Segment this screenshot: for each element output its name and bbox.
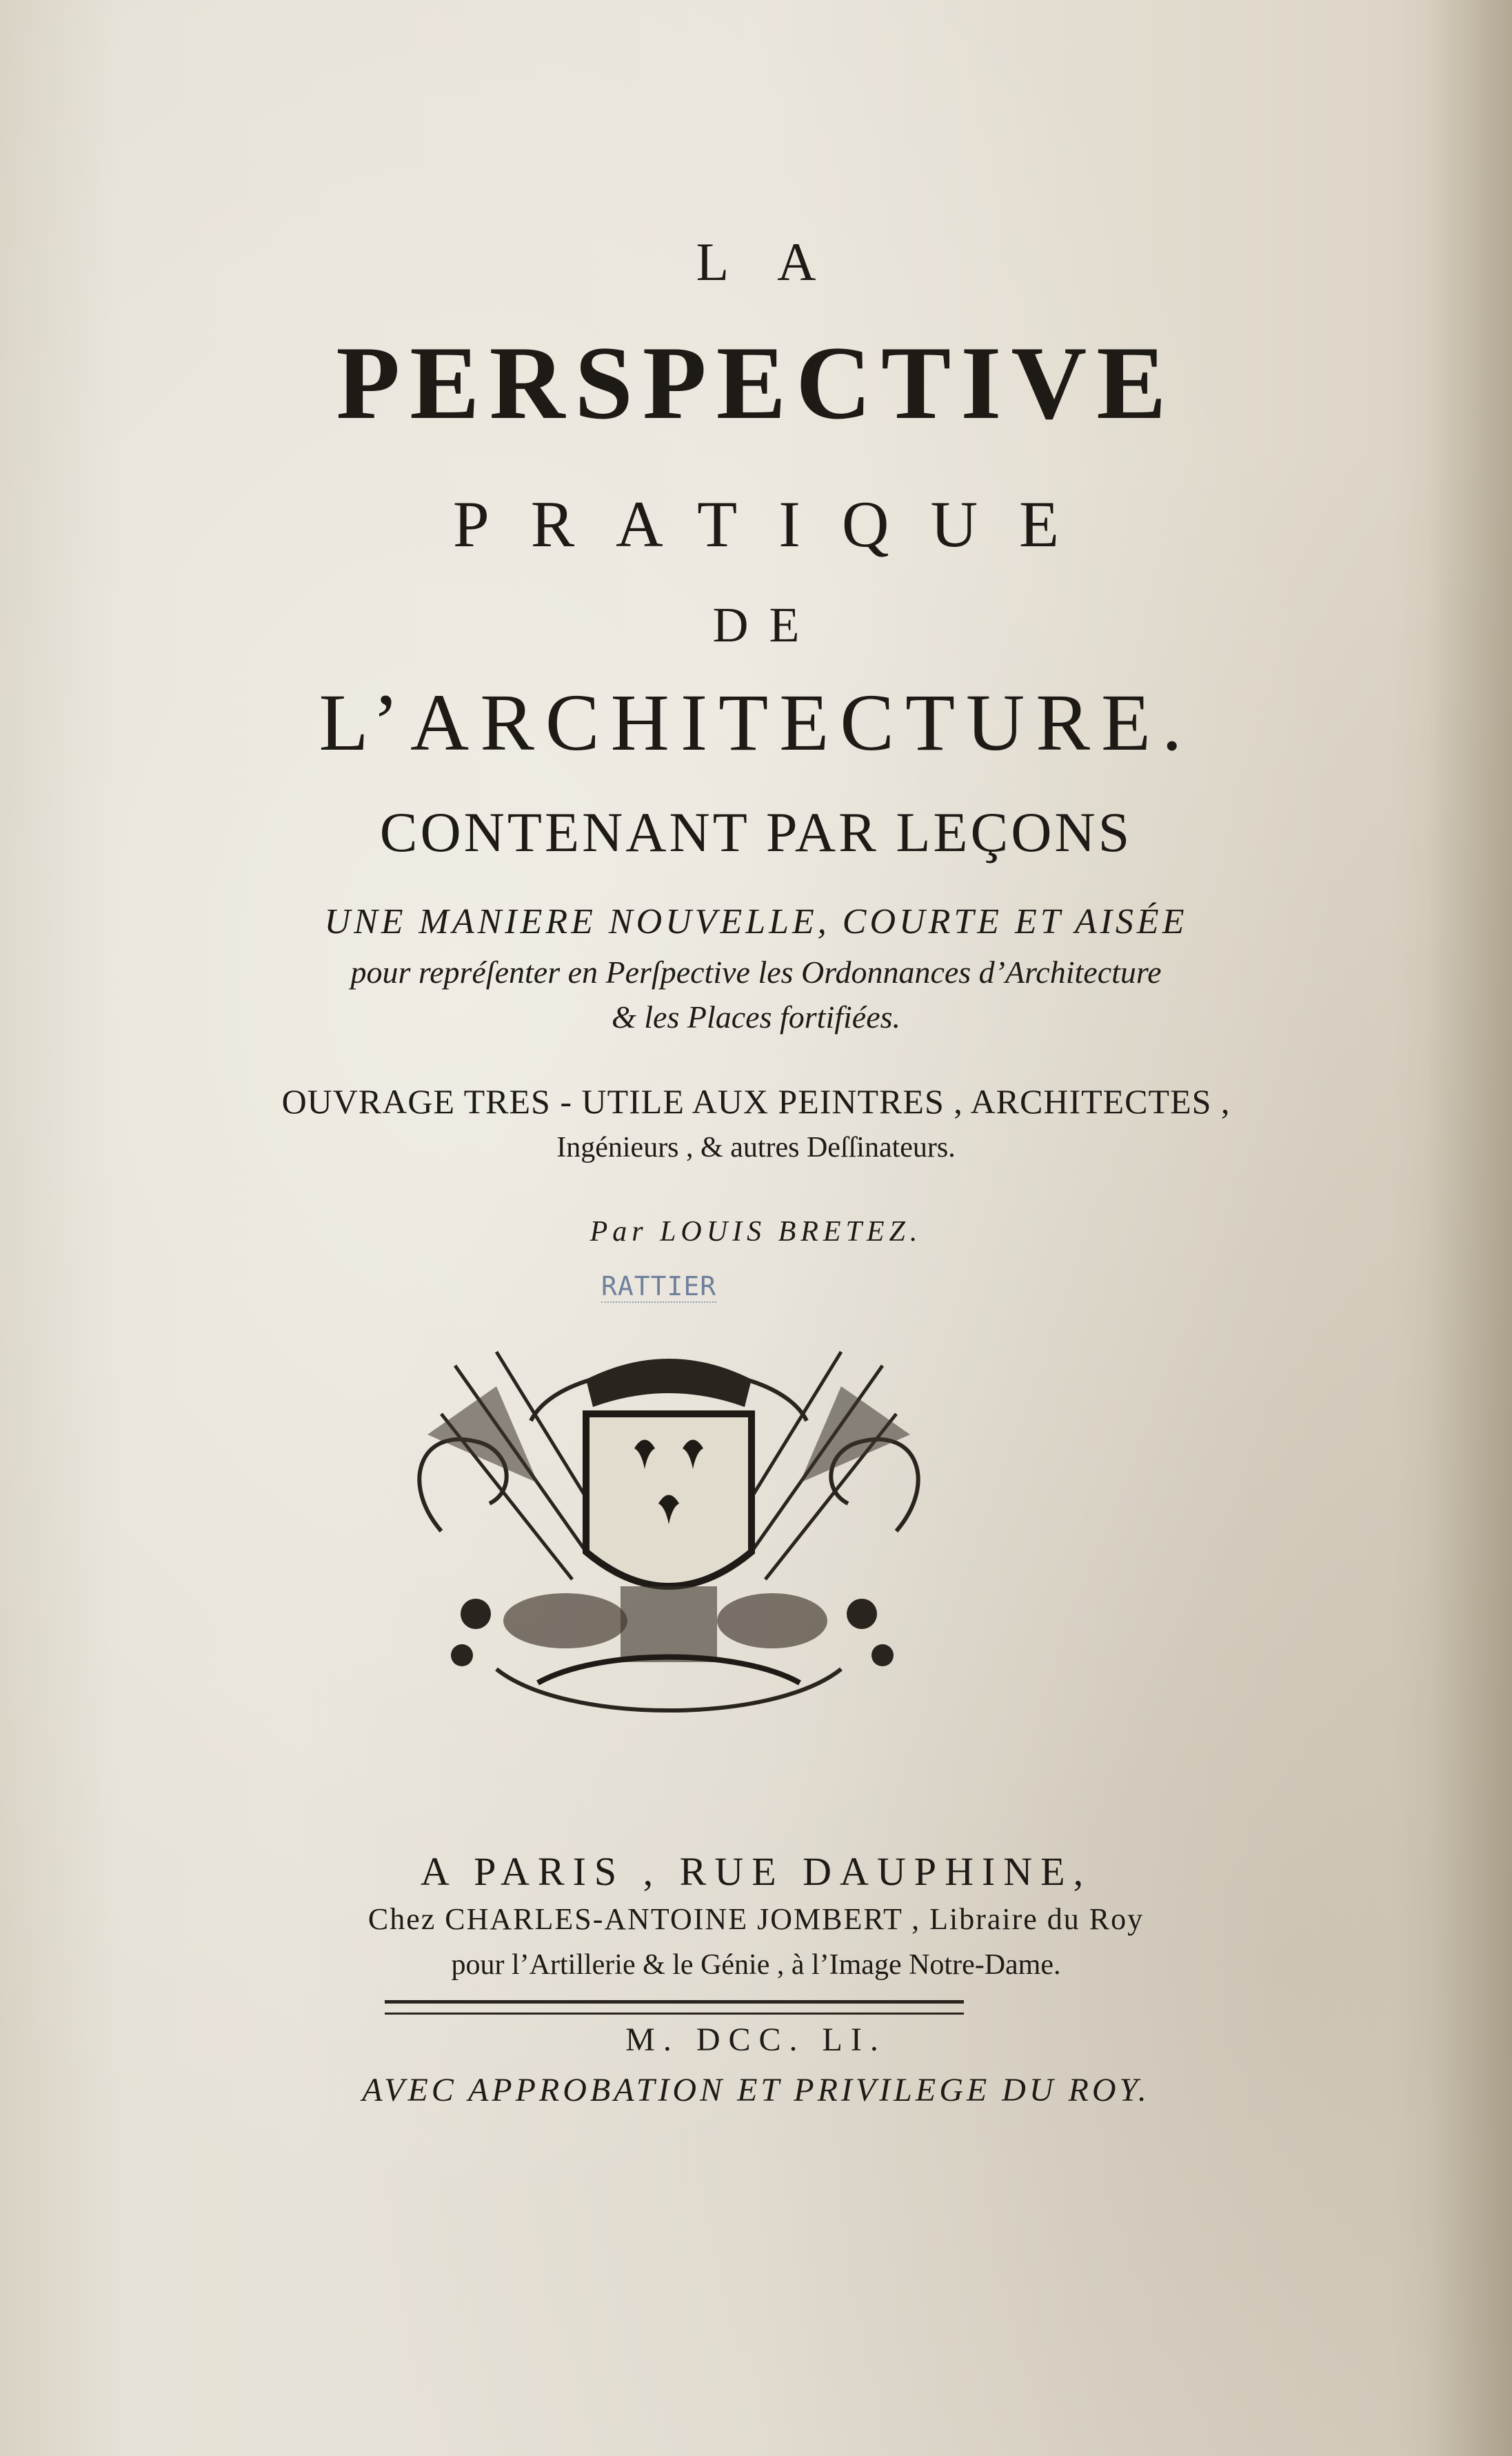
audience-ouvrage: OUVRAGE TRES - UTILE AUX PEINTRES , ARCHITECTES , (281, 1082, 1231, 1121)
imprint-artillerie: pour l’Artillerie & le Génie , à l’Image Notre-Dame. (451, 1949, 1061, 1981)
subtitle-contenant: CONTENANT PAR LEÇONS (379, 801, 1133, 863)
drum (503, 1593, 627, 1648)
subtitle-une-maniere: UNE MANIERE NOUVELLE, COURTE ET AISÉE (324, 902, 1188, 941)
imprint-date: M. DCC. LI. (625, 2021, 887, 2058)
subtitle-pour-representer: pour repréſenter en Perſpective les Ordonnances d’Architecture (350, 955, 1162, 990)
double-rule-bottom (385, 2013, 964, 2015)
title-la: LA (696, 232, 865, 292)
author-line: Par LOUIS BRETEZ. (589, 1216, 923, 1248)
cannon-balls (717, 1593, 827, 1648)
title-perspective: PERSPECTIVE (336, 325, 1176, 441)
title-pratique: PRATIQUE (452, 488, 1101, 561)
title-architecture: L’ARCHITECTURE. (319, 677, 1193, 768)
imprint-publisher: Chez CHARLES-ANTOINE JOMBERT , Libraire du Roy (367, 1902, 1145, 1936)
subtitle-les-places: & les Places fortifiées. (611, 999, 901, 1035)
royal-arms-vignette (359, 1324, 979, 1745)
double-rule-top (385, 2000, 964, 2004)
title-de: DE (712, 597, 820, 652)
imprint-privilege: AVEC APPROBATION ET PRIVILEGE DU ROY. (362, 2072, 1150, 2108)
audience-ingenieurs: Ingénieurs , & autres Deſſinateurs. (556, 1132, 956, 1164)
imprint-paris: A PARIS , RUE DAUPHINE, (420, 1849, 1092, 1894)
library-stamp: RATTIER (601, 1271, 717, 1301)
crown (586, 1359, 752, 1407)
